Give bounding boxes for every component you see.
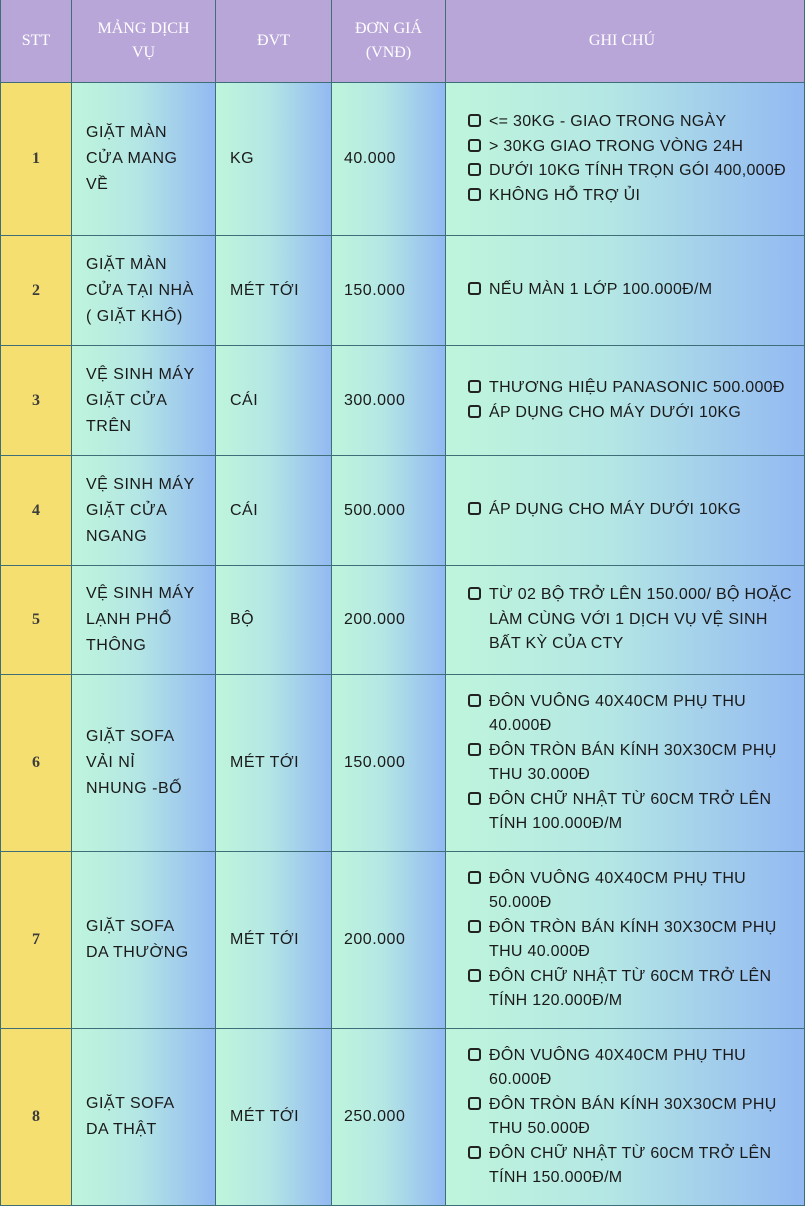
table-row <box>0 675 805 852</box>
service-name: GIẶT MÀN CỬA TẠI NHÀ ( GIẶT KHÔ) <box>86 255 194 325</box>
unit-value: BỘ <box>230 611 255 628</box>
price-value: 250.000 <box>344 1108 406 1125</box>
row-number: 3 <box>0 346 72 456</box>
checkbox-icon <box>468 1097 481 1110</box>
note-item <box>468 278 712 303</box>
table-row <box>0 236 805 346</box>
note-text: NẾU MÀN 1 LỚP 100.000Đ/M <box>489 281 713 299</box>
note-text: ĐÔN VUÔNG 40X40CM PHỤ THU 50.000Đ <box>489 869 747 911</box>
price-cell <box>332 346 446 456</box>
note-item <box>468 376 785 401</box>
checkbox-icon <box>468 282 481 295</box>
row-number: 6 <box>0 675 72 852</box>
service-name: GIẶT SOFA VẢI NỈ NHUNG -BỐ <box>86 728 183 797</box>
unit-cell <box>216 675 332 852</box>
service-cell <box>72 1029 216 1206</box>
note-text: ĐÔN TRÒN BÁN KÍNH 30X30CM PHỤ THU 40.000Đ <box>489 918 777 960</box>
note-text: THƯƠNG HIỆU PANASONIC 500.000Đ <box>489 379 785 396</box>
table-row <box>0 566 805 675</box>
note-text: ĐÔN CHỮ NHẬT TỪ 60CM TRỞ LÊN TÍNH 100.000Đ/M <box>489 790 772 832</box>
price-cell <box>332 236 446 346</box>
checkbox-icon <box>468 871 481 884</box>
unit-value: CÁI <box>230 391 259 409</box>
service-cell <box>72 236 216 346</box>
note-text: KHÔNG HỖ TRỢ ỦI <box>489 186 641 204</box>
price-cell <box>332 566 446 675</box>
price-value: 150.000 <box>344 281 406 299</box>
note-text: ĐÔN CHỮ NHẬT TỪ 60CM TRỞ LÊN TÍNH 150.000Đ/M <box>489 1144 772 1186</box>
price-cell <box>332 675 446 852</box>
note-cell <box>446 675 805 852</box>
note-item <box>468 159 786 184</box>
note-text: ÁP DỤNG CHO MÁY DƯỚI 10KG <box>489 403 742 421</box>
note-cell <box>446 852 805 1029</box>
unit-value: MÉT TỚI <box>230 931 300 948</box>
row-number: 8 <box>0 1029 72 1206</box>
note-item <box>468 1044 798 1093</box>
unit-cell <box>216 566 332 675</box>
price-value: 150.000 <box>344 754 406 771</box>
table-row <box>0 346 805 456</box>
checkbox-icon <box>468 502 481 515</box>
note-text: ÁP DỤNG CHO MÁY DƯỚI 10KG <box>489 501 742 519</box>
service-cell <box>72 83 216 236</box>
header-note: GHI CHÚ <box>446 0 805 83</box>
note-item <box>468 184 786 209</box>
service-name: VỆ SINH MÁY GIẶT CỬA NGANG <box>86 475 195 545</box>
note-item <box>468 965 798 1014</box>
note-text: ĐÔN CHỮ NHẬT TỪ 60CM TRỞ LÊN TÍNH 120.000Đ/M <box>489 967 772 1009</box>
service-cell <box>72 346 216 456</box>
note-list <box>468 583 798 657</box>
note-list <box>468 690 798 837</box>
note-cell <box>446 346 805 456</box>
unit-value: MÉT TỚI <box>230 1108 300 1125</box>
service-cell <box>72 566 216 675</box>
table-header <box>0 0 805 83</box>
checkbox-icon <box>468 139 481 152</box>
checkbox-icon <box>468 380 481 393</box>
checkbox-icon <box>468 694 481 707</box>
service-cell <box>72 456 216 566</box>
note-list <box>468 376 785 425</box>
checkbox-icon <box>468 743 481 756</box>
note-item <box>468 739 798 788</box>
price-value: 300.000 <box>344 391 406 409</box>
price-value: 500.000 <box>344 501 406 519</box>
price-cell <box>332 456 446 566</box>
header-service-label: MẢNG DỊCH VỤ <box>97 20 190 61</box>
note-item <box>468 1093 798 1142</box>
note-text: ĐÔN TRÒN BÁN KÍNH 30X30CM PHỤ THU 30.000Đ <box>489 741 777 783</box>
checkbox-icon <box>468 1048 481 1061</box>
note-text: ĐÔN TRÒN BÁN KÍNH 30X30CM PHỤ THU 50.000Đ <box>489 1095 777 1137</box>
row-number: 4 <box>0 456 72 566</box>
unit-cell <box>216 456 332 566</box>
row-number: 5 <box>0 566 72 675</box>
price-value: 40.000 <box>344 150 396 167</box>
service-cell <box>72 675 216 852</box>
header-price-label: ĐƠN GIÁ (VNĐ) <box>354 20 423 61</box>
note-text: ĐÔN VUÔNG 40X40CM PHỤ THU 40.000Đ <box>489 692 747 734</box>
note-list <box>468 278 712 303</box>
note-cell <box>446 83 805 236</box>
header-service <box>72 0 216 83</box>
note-list <box>468 110 786 208</box>
table-row <box>0 456 805 566</box>
note-item <box>468 583 798 657</box>
price-cell <box>332 83 446 236</box>
note-item <box>468 690 798 739</box>
note-text: TỪ 02 BỘ TRỞ LÊN 150.000/ BỘ HOẶC LÀM CÙNG VỚI 1 DỊCH VỤ VỆ SINH BẤT KỲ CỦA CTY <box>489 586 792 653</box>
checkbox-icon <box>468 114 481 127</box>
header-unit: ĐVT <box>216 0 332 83</box>
note-list <box>468 867 798 1014</box>
price-value: 200.000 <box>344 611 406 628</box>
service-cell <box>72 852 216 1029</box>
unit-cell <box>216 852 332 1029</box>
row-number: 2 <box>0 236 72 346</box>
unit-value: CÁI <box>230 501 259 519</box>
checkbox-icon <box>468 969 481 982</box>
checkbox-icon <box>468 188 481 201</box>
note-cell <box>446 566 805 675</box>
unit-cell <box>216 236 332 346</box>
checkbox-icon <box>468 587 481 600</box>
service-name: GIẶT SOFA DA THƯỜNG <box>86 918 189 961</box>
price-value: 200.000 <box>344 931 406 948</box>
note-list <box>468 498 741 523</box>
note-cell <box>446 1029 805 1206</box>
service-name: VỆ SINH MÁY GIẶT CỬA TRÊN <box>86 365 195 435</box>
note-item <box>468 788 798 837</box>
checkbox-icon <box>468 792 481 805</box>
unit-cell <box>216 346 332 456</box>
price-cell <box>332 1029 446 1206</box>
unit-cell <box>216 1029 332 1206</box>
note-item <box>468 401 785 426</box>
checkbox-icon <box>468 1146 481 1159</box>
unit-cell <box>216 83 332 236</box>
note-text: ĐÔN VUÔNG 40X40CM PHỤ THU 60.000Đ <box>489 1046 747 1088</box>
table-row <box>0 1029 805 1206</box>
service-name: GIẶT SOFA DA THẬT <box>86 1095 174 1138</box>
service-name: VỆ SINH MÁY LẠNH PHỔ THÔNG <box>86 585 195 654</box>
note-item <box>468 110 786 135</box>
note-cell <box>446 456 805 566</box>
note-item <box>468 135 786 160</box>
unit-value: KG <box>230 150 255 167</box>
service-name: GIẶT MÀN CỬA MANG VỀ <box>86 124 178 193</box>
header-stt: STT <box>0 0 72 83</box>
checkbox-icon <box>468 405 481 418</box>
note-cell <box>446 236 805 346</box>
note-item <box>468 498 741 523</box>
checkbox-icon <box>468 163 481 176</box>
note-text: > 30KG GIAO TRONG VÒNG 24H <box>489 137 744 155</box>
unit-value: MÉT TỚI <box>230 754 300 771</box>
note-text: <= 30KG - GIAO TRONG NGÀY <box>489 113 727 130</box>
note-text: DƯỚI 10KG TÍNH TRỌN GÓI 400,000Đ <box>489 162 786 179</box>
row-number: 7 <box>0 852 72 1029</box>
checkbox-icon <box>468 920 481 933</box>
price-cell <box>332 852 446 1029</box>
unit-value: MÉT TỚI <box>230 281 300 299</box>
table-row <box>0 852 805 1029</box>
header-price <box>332 0 446 83</box>
note-item <box>468 1142 798 1191</box>
row-number: 1 <box>0 83 72 236</box>
note-item <box>468 867 798 916</box>
note-list <box>468 1044 798 1191</box>
note-item <box>468 916 798 965</box>
table-row <box>0 83 805 236</box>
